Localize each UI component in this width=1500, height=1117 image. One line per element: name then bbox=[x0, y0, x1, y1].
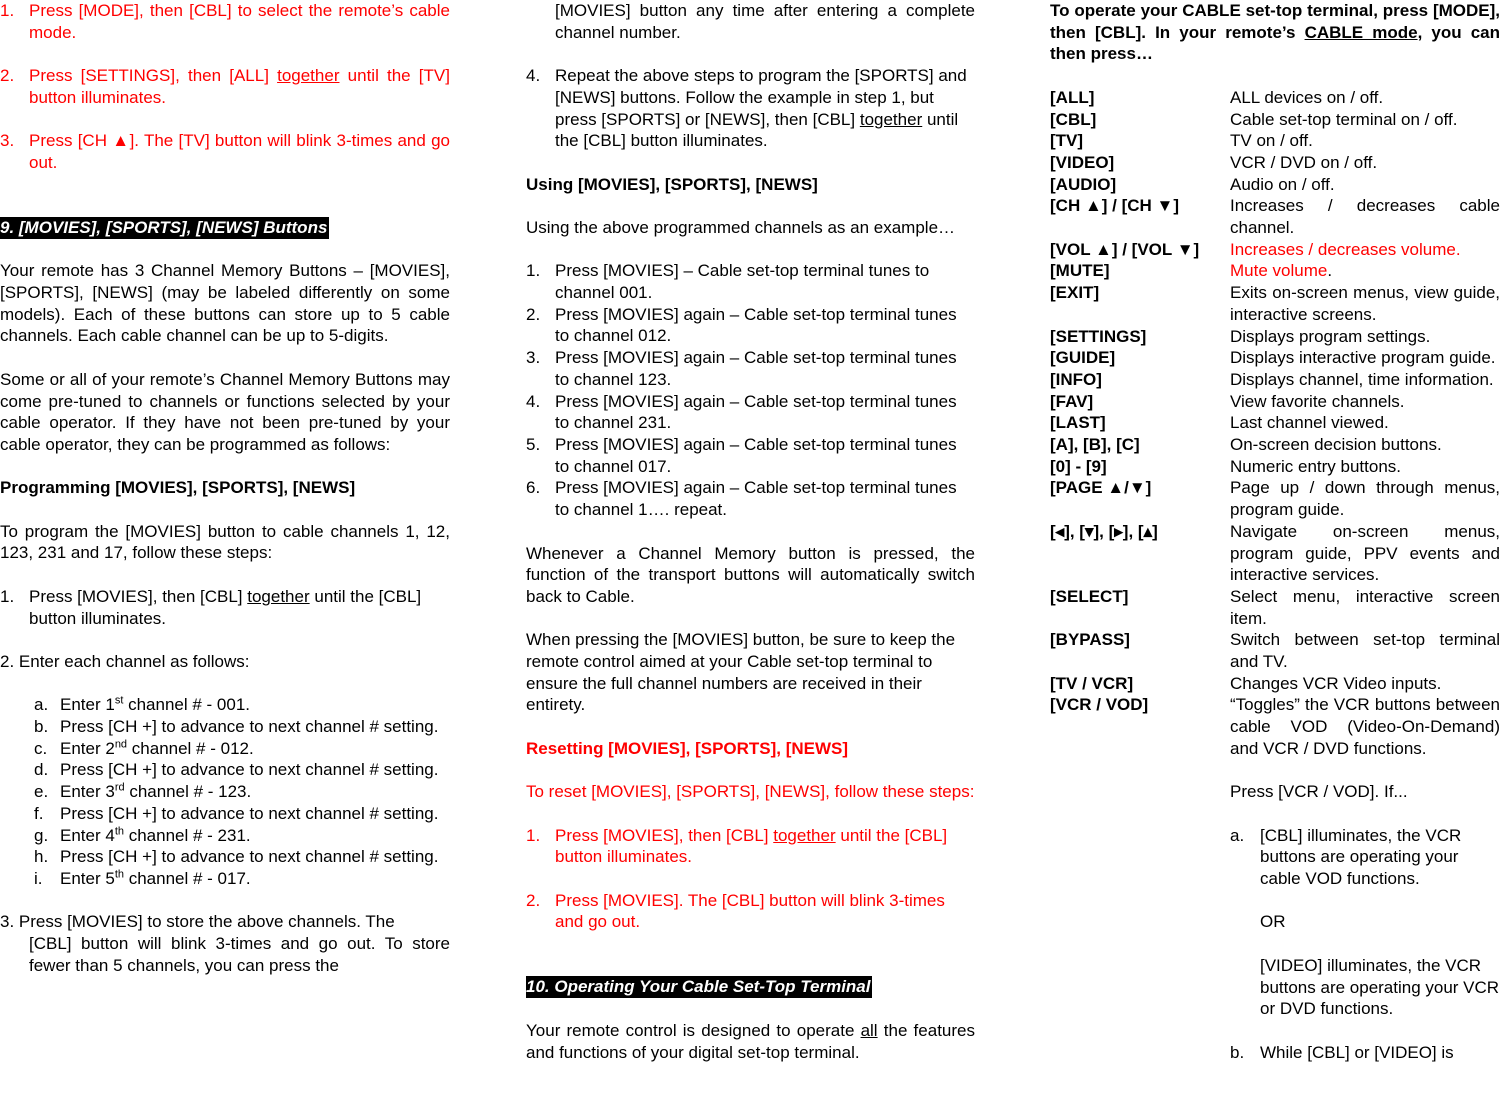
key-description: Displays interactive program guide. bbox=[1230, 348, 1496, 368]
key-row bbox=[1050, 239, 1500, 261]
key-row bbox=[1050, 456, 1500, 478]
key-description: Navigate on-screen menus, program guide, PPV events and interactive services. bbox=[1230, 521, 1500, 585]
key-label: [CBL] bbox=[1050, 109, 1097, 129]
key-label: [BYPASS] bbox=[1050, 630, 1130, 650]
using-heading: Using [MOVIES], [SPORTS], [NEWS] bbox=[526, 174, 818, 194]
sub-step-i: i. Enter 5th channel # - 017. bbox=[34, 868, 251, 888]
key-row bbox=[1050, 260, 1500, 282]
key-label: [INFO] bbox=[1050, 369, 1102, 389]
using-list-item: 6. Press [MOVIES] again – Cable set-top terminal tunes to channel 1…. repeat. bbox=[526, 478, 957, 520]
key-row bbox=[1050, 521, 1500, 586]
when-pressing-paragraph: When pressing the [MOVIES] button, be sure to keep the remote control aimed at your Cable set-top terminal to ensure the full channel numbers are received in their entirety. bbox=[526, 630, 956, 715]
prog-step-3-rest: [CBL] button will blink 3-times and go out. To store fewer than 5 channels, you can press the bbox=[29, 934, 450, 975]
key-row bbox=[1050, 694, 1500, 759]
step-text: Press [MODE], then [CBL] to select the remote’s cable mode. bbox=[29, 1, 450, 42]
resetting-heading: Resetting [MOVIES], [SPORTS], [NEWS] bbox=[526, 738, 849, 758]
sub-step-c: c. Enter 2nd channel # - 012. bbox=[34, 738, 254, 758]
key-label: [EXIT] bbox=[1050, 283, 1100, 303]
key-label: [VOL ▲] / [VOL ▼] bbox=[1050, 239, 1200, 259]
key-label: [LAST] bbox=[1050, 413, 1106, 433]
step-number: 2. bbox=[0, 66, 15, 86]
key-row bbox=[1050, 477, 1500, 520]
vcr-option-a: a. [CBL] illuminates, the VCR buttons are operating your cable VOD functions. bbox=[1230, 825, 1462, 889]
using-list bbox=[526, 260, 975, 520]
key-description: Increases / decreases volume. bbox=[1230, 239, 1461, 259]
or-text: OR bbox=[1260, 912, 1286, 932]
step-text: Press [SETTINGS], then [ALL] together until the [TV] button illuminates. bbox=[29, 66, 450, 107]
reset-tv-step-1 bbox=[0, 0, 450, 43]
sub-step-b: b. Press [CH +] to advance to next channel # setting. bbox=[34, 717, 439, 737]
key-row bbox=[1050, 673, 1500, 695]
prog-step-1 bbox=[0, 586, 450, 629]
programming-heading: Programming [MOVIES], [SPORTS], [NEWS] bbox=[0, 478, 356, 498]
press-vcr-vod: Press [VCR / VOD]. If... bbox=[1230, 782, 1408, 802]
key-row bbox=[1050, 152, 1500, 174]
key-label: [PAGE ▲/▼] bbox=[1050, 478, 1152, 498]
key-row bbox=[1050, 434, 1500, 456]
using-list-item: 4. Press [MOVIES] again – Cable set-top terminal tunes to channel 231. bbox=[526, 391, 957, 433]
key-row bbox=[1050, 347, 1500, 369]
key-description: Displays program settings. bbox=[1230, 326, 1431, 346]
using-intro: Using the above programmed channels as an example… bbox=[526, 217, 956, 237]
reset-intro: To reset [MOVIES], [SPORTS], [NEWS], follow these steps: bbox=[526, 782, 975, 802]
reset-step-1: 1. Press [MOVIES], then [CBL] together until the [CBL] button illuminates. bbox=[526, 825, 948, 867]
sub-step-f: f. Press [CH +] to advance to next channel # setting. bbox=[34, 803, 439, 823]
prog-step-4: 4. Repeat the above steps to program the [SPORTS] and [NEWS] buttons. Follow the example in step 1, but press [SPORTS] or [NEWS], then [CBL] together until the [CBL] button illuminates. bbox=[526, 66, 967, 151]
key-row bbox=[1050, 174, 1500, 196]
key-description: Cable set-top terminal on / off. bbox=[1230, 109, 1458, 129]
key-description: ALL devices on / off. bbox=[1230, 87, 1384, 107]
key-description: Exits on-screen menus, view guide, interactive screens. bbox=[1230, 283, 1500, 324]
key-label: [MUTE] bbox=[1050, 261, 1110, 281]
operate-intro: To operate your CABLE set-top terminal, press [MODE], then [CBL]. In your remote’s CABLE mode, you can then press… bbox=[1050, 1, 1500, 64]
key-description: Numeric entry buttons. bbox=[1230, 456, 1402, 476]
using-list-item: 5. Press [MOVIES] again – Cable set-top terminal tunes to channel 017. bbox=[526, 435, 957, 476]
key-row bbox=[1050, 586, 1500, 629]
key-description: View favorite channels. bbox=[1230, 391, 1405, 411]
key-label: [TV] bbox=[1050, 131, 1084, 151]
key-description: Increases / decreases cable channel. bbox=[1230, 196, 1500, 238]
key-label: [A], [B], [C] bbox=[1050, 435, 1140, 455]
operate-paragraph: Your remote control is designed to operate all the features and functions of your digital set-top terminal. bbox=[526, 1020, 975, 1062]
key-description: Displays channel, time information. bbox=[1230, 369, 1494, 389]
using-list-item: 1. Press [MOVIES] – Cable set-top terminal tunes to channel 001. bbox=[526, 261, 930, 303]
key-label: [GUIDE] bbox=[1050, 348, 1116, 368]
vcr-option-b: b. While [CBL] or [VIDEO] is bbox=[1230, 1042, 1454, 1062]
vcr-video-option: [VIDEO] illuminates, the VCR buttons are operating your VCR or DVD functions. bbox=[1260, 955, 1500, 1019]
key-label: [0] - [9] bbox=[1050, 456, 1107, 476]
key-label: [CH ▲] / [CH ▼] bbox=[1050, 196, 1180, 216]
key-description: Switch between set-top terminal and TV. bbox=[1230, 630, 1500, 672]
key-description: Audio on / off. bbox=[1230, 174, 1335, 194]
key-row bbox=[1050, 326, 1500, 348]
column-left bbox=[0, 0, 450, 976]
key-description: “Toggles” the VCR buttons between cable VOD (Video-On-Demand) and VCR / DVD functions. bbox=[1230, 695, 1500, 758]
reset-tv-step-2 bbox=[0, 65, 450, 108]
key-label: [VCR / VOD] bbox=[1050, 695, 1149, 715]
key-label: [AUDIO] bbox=[1050, 174, 1117, 194]
column-right bbox=[1050, 0, 1500, 1063]
step-text: Press [MOVIES], then [CBL] together until the [CBL] button illuminates. bbox=[29, 586, 422, 628]
program-intro: To program the [MOVIES] button to cable channels 1, 12, 123, 231 and 17, follow these steps: bbox=[0, 521, 450, 563]
step-number: 3. bbox=[0, 131, 15, 151]
step-3-continued: [MOVIES] button any time after entering a complete channel number. bbox=[555, 1, 975, 42]
key-description: On-screen decision buttons. bbox=[1230, 435, 1442, 455]
key-row bbox=[1050, 195, 1500, 238]
key-description: Changes VCR Video inputs. bbox=[1230, 673, 1442, 693]
using-list-item: 2. Press [MOVIES] again – Cable set-top terminal tunes to channel 012. bbox=[526, 304, 957, 346]
column-middle bbox=[526, 0, 975, 1063]
key-description: Last channel viewed. bbox=[1230, 413, 1389, 433]
key-row bbox=[1050, 282, 1500, 325]
key-label: [VIDEO] bbox=[1050, 152, 1115, 172]
key-row bbox=[1050, 369, 1500, 391]
key-label: [TV / VCR] bbox=[1050, 673, 1134, 693]
key-label: [FAV] bbox=[1050, 391, 1094, 411]
sub-step-h: h. Press [CH +] to advance to next channel # setting. bbox=[34, 847, 439, 867]
key-label: [SELECT] bbox=[1050, 586, 1129, 606]
key-row bbox=[1050, 391, 1500, 413]
sub-step-g: g. Enter 4th channel # - 231. bbox=[34, 824, 251, 845]
key-row bbox=[1050, 130, 1500, 152]
step-text: Press [CH ▲]. The [TV] button will blink 3-times and go out. bbox=[29, 131, 450, 172]
key-description: Page up / down through menus, program guide. bbox=[1230, 478, 1500, 520]
key-description: VCR / DVD on / off. bbox=[1230, 152, 1378, 172]
section-9-title: 9. [MOVIES], [SPORTS], [NEWS] Buttons bbox=[0, 217, 328, 237]
step-number: 1. bbox=[0, 586, 15, 606]
step-number: 1. bbox=[0, 1, 15, 20]
key-label: [SETTINGS] bbox=[1050, 326, 1147, 346]
sub-step-a: a. Enter 1st channel # - 001. bbox=[34, 694, 251, 715]
key-label: [ALL] bbox=[1050, 87, 1095, 107]
key-row bbox=[1050, 412, 1500, 434]
key-description: TV on / off. bbox=[1230, 131, 1313, 151]
key-function-list bbox=[1050, 87, 1500, 760]
key-row bbox=[1050, 109, 1500, 131]
key-description: Mute volume. bbox=[1230, 261, 1333, 281]
reset-tv-step-3 bbox=[0, 130, 450, 173]
pretuned-paragraph: Some or all of your remote’s Channel Memory Buttons may come pre-tuned to channels or functions selected by your cable operator. If they have not been pre-tuned by your cable operator, they can be programmed as follows: bbox=[0, 369, 450, 454]
sub-step-e: e. Enter 3rd channel # - 123. bbox=[34, 781, 252, 802]
section-10-title: 10. Operating Your Cable Set-Top Terminal bbox=[526, 977, 871, 997]
key-description: Select menu, interactive screen item. bbox=[1230, 586, 1500, 628]
key-row bbox=[1050, 87, 1500, 109]
reset-step-2: 2. Press [MOVIES]. The [CBL] button will blink 3-times and go out. bbox=[526, 890, 945, 932]
intro-paragraph: Your remote has 3 Channel Memory Buttons – [MOVIES], [SPORTS], [NEWS] (may be labeled differently on some models). Each of these buttons can store up to 5 cable channels. Each cable channel can be up to 5-digits. bbox=[0, 261, 450, 346]
whenever-paragraph: Whenever a Channel Memory button is pressed, the function of the transport buttons will automatically switch back to Cable. bbox=[526, 543, 975, 606]
key-row bbox=[1050, 629, 1500, 672]
prog-step-2: 2. Enter each channel as follows: bbox=[0, 651, 250, 671]
prog-step-3-line1: 3. Press [MOVIES] to store the above channels. The bbox=[0, 912, 395, 932]
using-list-item: 3. Press [MOVIES] again – Cable set-top terminal tunes to channel 123. bbox=[526, 348, 957, 389]
sub-step-d: d. Press [CH +] to advance to next channel # setting. bbox=[34, 760, 439, 780]
key-label: [◂], [▾], [▸], [▴] bbox=[1050, 521, 1158, 541]
